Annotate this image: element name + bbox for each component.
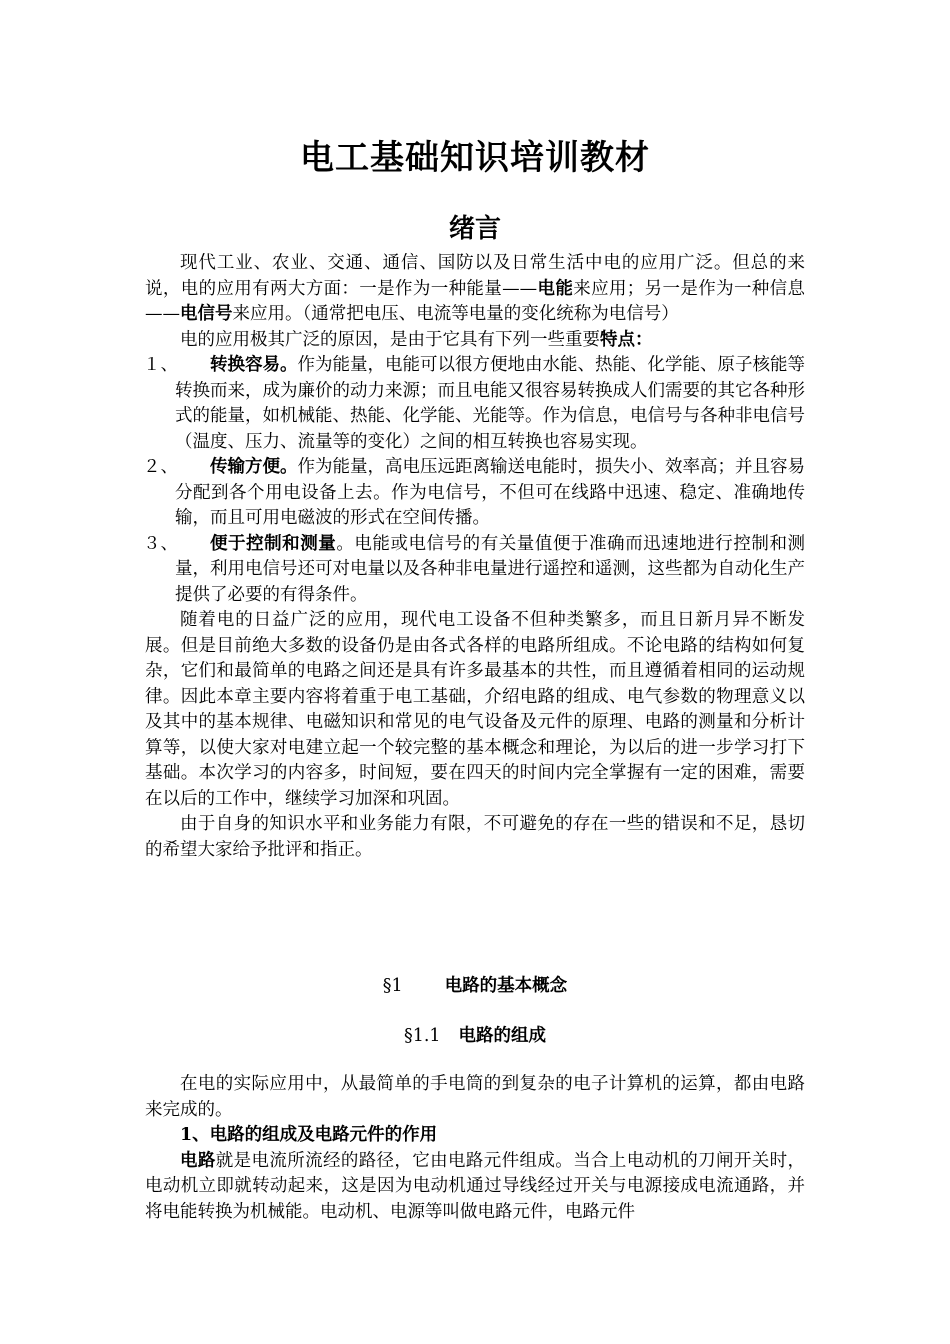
text-run: 现代工业、农业、交通、通信、国防以及日常生活中电的应用广泛。但总的来说，电的应用有两大方面：一是作为一种能量——	[145, 253, 805, 299]
list-number: １、	[143, 355, 178, 375]
text-run: 电的应用极其广泛的原因，是由于它具有下列一些重要	[180, 329, 600, 350]
text-run: 就是电流所流经的路径，它由电路元件组成。当合上电动机的刀闸开关时，电动机立即就转动起来，这是因为电动机通过导线经过开关与电源接成电流通路，并将电能转换为机械能。电动机、电源等叫做电路元件，电路元件	[145, 1150, 806, 1222]
text-run: ：	[635, 329, 653, 350]
list-item-text: 。电能或电信号的有关量值便于准确而迅速地进行控制和测量，利用电信号还可对电量以及各种非电量进行遥控和遥测，这些都为自动化生产提供了必要的有得条件。	[175, 533, 805, 605]
section-number: §1	[382, 976, 403, 996]
section-heading-1-1	[0, 1022, 950, 1047]
list-number: ３、	[143, 533, 178, 554]
paragraph-features-lead	[145, 328, 805, 354]
preface-body	[145, 251, 805, 863]
bold-term: 电能	[537, 278, 574, 299]
section-heading-preface: 绪言	[448, 214, 501, 244]
list-item	[145, 532, 805, 609]
bold-term: 特点	[600, 329, 635, 350]
paragraph-intro	[145, 251, 805, 328]
list-item-heading: 传输方便。	[210, 457, 298, 477]
paragraph-apology: 由于自身的知识水平和业务能力有限，不可避免的存在一些的错误和不足，恳切的希望大家给予批评和指正。	[145, 814, 805, 860]
list-item	[145, 353, 805, 455]
section-title: 电路的基本概念	[444, 976, 568, 996]
document-title: 电工基础知识培训教材	[300, 138, 650, 178]
list-item-text: 作为能量，高电压远距离输送电能时，损失小、效率高；并且容易分配到各个用电设备上去。作为电信号，不但可在线路中迅速、稳定、准确地传输，而且可用电磁波的形式在空间传播。	[175, 457, 805, 528]
text-run: 来应用。（通常把电压、电流等电量的变化统称为电信号）	[232, 304, 679, 324]
list-item-heading: 便于控制和测量	[210, 533, 337, 554]
bold-term: 电信号	[180, 304, 233, 324]
paragraph-circuit-definition	[145, 1149, 805, 1226]
bold-term: 电路	[180, 1150, 216, 1171]
section-heading-1	[0, 972, 950, 997]
section-title: 电路的组成	[458, 1026, 547, 1046]
subheading-circuit-components	[145, 1123, 805, 1149]
list-item-text: 作为能量，电能可以很方便地由水能、热能、化学能、原子核能等转换而来，成为廉价的动力来源；而且电能又很容易转换成人们需要的其它各种形式的能量，如机械能、热能、化学能、光能等。作为信息，电信号与各种非电信号（温度、压力、流量等的变化）之间的相互转换也容易实现。	[175, 355, 805, 452]
list-item	[145, 455, 805, 532]
text-run: 来应用；另一是作为一种信息——	[145, 278, 806, 324]
paragraph-circuit-intro: 在电的实际应用中，从最简单的手电筒的到复杂的电子计算机的运算，都由电路来完成的。	[145, 1074, 805, 1120]
list-number: ２、	[143, 457, 178, 477]
paragraph-development: 随着电的日益广泛的应用，现代电工设备不但种类繁多，而且日新月异不断发展。但是目前绝大多数的设备仍是由各式各样的电路所组成。不论电路的结构如何复杂，它们和最简单的电路之间还是具有许多最基本的共性，而且遵循着相同的运动规律。因此本章主要内容将着重于电工基础，介绍电路的组成、电气参数的物理意义以及其中的基本规律、电磁知识和常见的电气设备及元件的原理、电路的测量和分析计算等，以使大家对电建立起一个较完整的基本概念和理论，为以后的进一步学习打下基础。本次学习的内容多，时间短，要在四天的时间内完全掌握有一定的困难，需要在以后的工作中，继续学习加深和巩固。	[145, 610, 805, 809]
subheading-text: 1、电路的组成及电路元件的作用	[180, 1125, 438, 1145]
section-body	[145, 1072, 805, 1225]
list-item-heading: 转换容易。	[210, 355, 298, 375]
section-number: §1.1	[403, 1026, 441, 1046]
